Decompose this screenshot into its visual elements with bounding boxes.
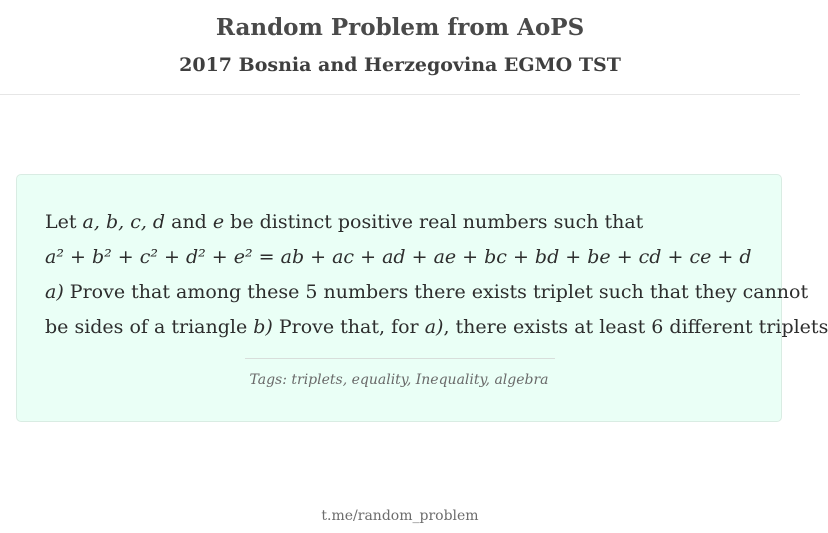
math-e: e [212,211,225,233]
text-line4-a: be sides of a triangle [45,316,254,338]
label-part-a: a) [45,281,64,303]
text-let: Let [45,211,83,233]
problem-statement [45,205,828,345]
problem-line-3 [45,275,825,310]
problem-card [16,174,828,422]
math-vars: a, b, c, d [82,211,166,233]
footer-link[interactable]: t.me/random_problem [321,508,479,524]
number-five: 5 [305,281,318,303]
tags-line: Tags: triplets, equality, Inequality, algebra [249,372,549,388]
problem-line-1 [45,205,825,240]
site-title: Random Problem from AoPS [215,14,585,41]
divider [245,358,555,359]
header [0,0,800,95]
problem-line-4 [45,310,828,345]
text-line4-c: , there exists at least [443,316,652,338]
number-six: 6 [651,316,664,338]
text-line1-tail: be distinct positive real numbers such that [224,211,644,233]
contest-title: 2017 Bosnia and Herzegovina EGMO TST [179,54,621,76]
label-ref-a: a) [424,316,444,338]
text-and: and [165,211,213,233]
text-line3-a: Prove that among these [63,281,306,303]
text-line3-b: numbers there exists triplet such that they cannot [317,281,809,303]
problem-equation: a² + b² + c² + d² + e² = ab + ac + ad + ae + bc + bd + be + cd + ce + d [45,246,752,268]
text-line4-d: different triplets [663,316,828,338]
label-part-b: b) [253,316,273,338]
text-line4-b: Prove that, for [272,316,425,338]
